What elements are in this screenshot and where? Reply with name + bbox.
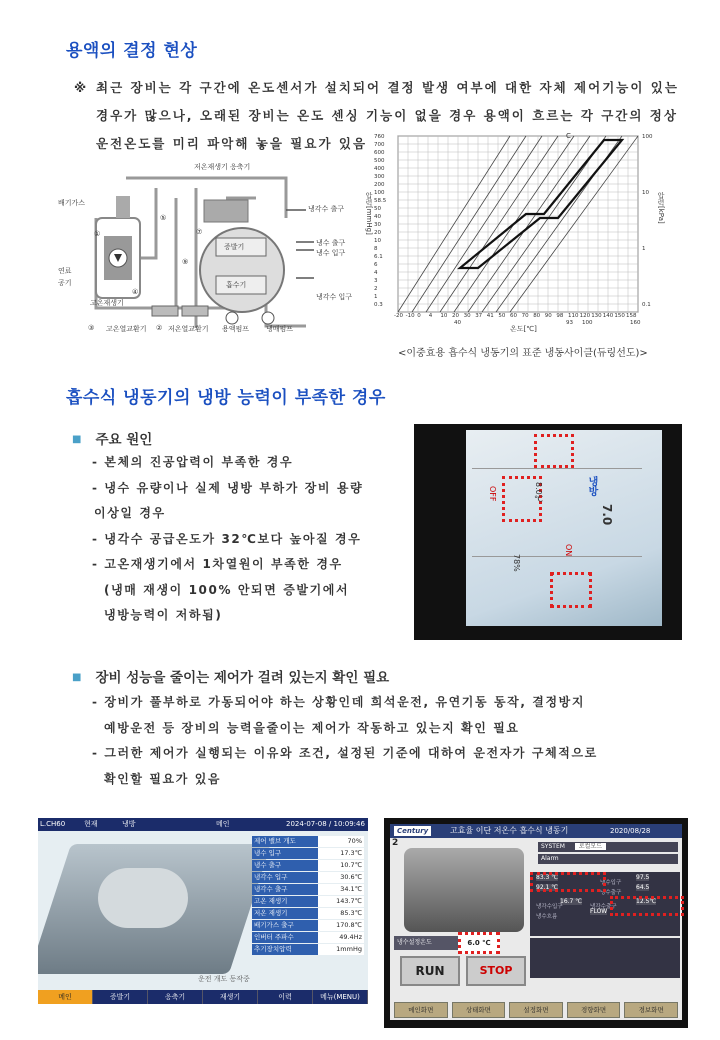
screen1-row-value: 49.4Hz xyxy=(318,932,364,943)
screen1-datetime: 2024-07-08 / 10:09:46 xyxy=(286,820,365,828)
label-condenser: 저온재생기 응축기 xyxy=(194,163,251,171)
screen1-row-value: 10.7℃ xyxy=(318,860,364,871)
screen2-label: 냉각수출구 xyxy=(590,904,617,910)
screen1-row-value: 1mmHg xyxy=(318,944,364,955)
alarm-label: Alarm xyxy=(541,855,559,862)
x-tick: 80 xyxy=(533,313,541,319)
screen1-header xyxy=(38,818,368,831)
setpoint-label: 냉수설정온도 xyxy=(397,939,432,946)
screen1-row-value: 143.7℃ xyxy=(318,896,364,907)
screen1-tab[interactable]: 응축기 xyxy=(148,990,203,1004)
screen1-row-value: 85.3℃ xyxy=(318,908,364,919)
label-absorber: 흡수기 xyxy=(226,281,247,289)
photo-off: OFF xyxy=(488,486,497,502)
screen2-title: 고효율 이단 저온수 흡수식 냉동기 xyxy=(450,826,569,835)
check-1: - 장비가 풀부하로 가동되어야 하는 상황인데 희석운전, 유연기동 동작, 결정방지 xyxy=(92,695,586,709)
x-tick: 60 xyxy=(510,313,517,319)
y-tick: 200 xyxy=(374,182,385,188)
label-ref-pump: 냉매펌프 xyxy=(266,325,294,333)
cause-2b: 이상일 경우 xyxy=(94,506,166,520)
section1-title: 용액의 결정 현상 xyxy=(66,41,198,61)
screen1-row-label: 인버터 주파수 xyxy=(252,932,318,943)
screen1-row xyxy=(252,836,364,847)
chiller-image-2 xyxy=(404,848,524,932)
y-tick: 4 xyxy=(374,270,378,276)
x2-tick: 160 xyxy=(630,320,641,326)
highlight-box-3 xyxy=(550,572,592,608)
cause-list xyxy=(92,450,412,629)
y-tick: 2 xyxy=(374,286,378,292)
screen2-value: 83.3 ℃ xyxy=(536,874,559,881)
x2-tick: 93 xyxy=(566,320,573,326)
y-tick: 300 xyxy=(374,174,385,180)
x2-tick: 100 xyxy=(582,320,593,326)
x-tick: 50 xyxy=(498,313,506,319)
y-tick: 20 xyxy=(374,230,381,236)
x-tick: -20 xyxy=(394,313,403,319)
panel-photo xyxy=(414,424,682,640)
photo-pct: 78% xyxy=(512,554,521,572)
y-tick: 6.1 xyxy=(374,254,383,260)
screen1-row xyxy=(252,884,364,895)
label-cw-in: 냉각수 입구 xyxy=(316,293,353,301)
y-tick: 400 xyxy=(374,166,385,172)
note-line-3: 운전온도를 미리 파악해 놓을 필요가 있음 xyxy=(96,136,368,151)
y-tick: 100 xyxy=(374,190,385,196)
run-button[interactable]: RUN xyxy=(400,956,460,986)
screen1-row xyxy=(252,920,364,931)
y-tick: 30 xyxy=(374,222,381,228)
cause-4: - 고온재생기에서 1차열원이 부족한 경우 xyxy=(92,557,343,571)
x-tick: 158 xyxy=(626,313,637,319)
y-tick: 1 xyxy=(374,294,378,300)
y-tick: 50 xyxy=(374,206,381,212)
screen1-row-value: 30.6℃ xyxy=(318,872,364,883)
label-exhaust: 배기가스 xyxy=(58,199,86,207)
hmi-screen-2 xyxy=(384,818,688,1028)
system-row xyxy=(538,842,678,852)
check-heading xyxy=(72,666,389,686)
cause-4c: 냉방능력이 저하됨) xyxy=(104,608,223,622)
screen1-tab[interactable]: 메인 xyxy=(38,990,93,1004)
label-fuel: 연료 xyxy=(58,267,72,275)
screen1-row-label: 냉수 입구 xyxy=(252,848,318,859)
screen1-row xyxy=(252,872,364,883)
screen1-tab[interactable]: 이력 xyxy=(258,990,313,1004)
x-tick: 0 xyxy=(417,313,421,319)
screen1-row-value: 70% xyxy=(318,836,364,847)
highlight-hot-gen xyxy=(530,872,606,892)
screen2-value: 12.5℃ xyxy=(636,898,657,905)
bullet-icon: ■ xyxy=(72,434,82,445)
check-2b: 확인할 필요가 있음 xyxy=(104,771,222,786)
x-tick: 150 xyxy=(614,313,625,319)
label-n9: ⑨ xyxy=(182,258,189,266)
screen2-value: 97.5 xyxy=(636,874,650,881)
label-n1: ① xyxy=(94,230,101,238)
label-chw-out: 냉수 입구 xyxy=(316,249,346,257)
stop-button[interactable]: STOP xyxy=(466,956,526,986)
cause-3: - 냉각수 공급온도가 32℃보다 높아질 경우 xyxy=(92,531,362,546)
label-n2: ② xyxy=(156,324,163,332)
screen2-value: 16.7 ℃ xyxy=(560,898,583,905)
screen2-datetime: 2020/08/28 xyxy=(610,827,651,835)
hmi-screen-1 xyxy=(38,818,368,1004)
chiller-shell xyxy=(98,868,188,928)
y-tick: 8 xyxy=(374,246,378,252)
chart-caption: <이중효용 흡수식 냉동기의 표준 냉동사이클(듀링선도)> xyxy=(398,348,648,359)
screen1-page: 메인 xyxy=(216,820,230,828)
highlight-box-1 xyxy=(534,434,574,468)
screen1-row-value: 17.3℃ xyxy=(318,848,364,859)
screen2-tab[interactable]: 경보화면 xyxy=(624,1002,678,1018)
photo-setpoint: 7.0 xyxy=(600,504,614,526)
screen1-row-label: 냉각수 출구 xyxy=(252,884,318,895)
screen1-tab[interactable]: 증발기 xyxy=(93,990,148,1004)
chart-c-label: C xyxy=(566,132,571,140)
photo-temp: 8.0℃ xyxy=(534,482,543,504)
x-tick: 37 xyxy=(475,313,483,319)
y-tick: 10 xyxy=(374,238,381,244)
label-n7: ⑦ xyxy=(196,228,203,236)
cause-heading xyxy=(72,428,152,448)
duhring-chart xyxy=(360,132,680,332)
x-tick: 41 xyxy=(486,313,494,319)
brand-logo: Century xyxy=(394,826,431,836)
photo-on: ON xyxy=(564,544,573,557)
y2-tick: 0.1 xyxy=(642,302,651,308)
y2-tick: 100 xyxy=(642,134,653,140)
screen1-id: L.CH60 xyxy=(40,820,66,828)
note-line-2: 경우가 많으나, 오래된 장비는 온도 센싱 기능이 없을 경우 용액이 흐르는 각 구간의 정상 xyxy=(96,108,678,123)
label-n4: ④ xyxy=(132,288,139,296)
label-sol-pump: 용액펌프 xyxy=(222,325,250,333)
screen1-row-label: 냉수 출구 xyxy=(252,860,318,871)
screen2-label: 냉수흐름 xyxy=(536,914,558,920)
y2-tick: 1 xyxy=(642,246,646,252)
check-list xyxy=(92,690,702,792)
screen1-row-value: 170.8℃ xyxy=(318,920,364,931)
x-tick: 70 xyxy=(521,313,529,319)
x-tick: 10 xyxy=(440,313,448,319)
x-tick: 130 xyxy=(591,313,602,319)
x-tick: 120 xyxy=(579,313,591,319)
x-tick: 98 xyxy=(556,313,564,319)
y-tick: 760 xyxy=(374,134,385,140)
x-tick: 4 xyxy=(428,313,433,319)
check-1b: 예방운전 등 장비의 능력을줄이는 제어가 작동하고 있는지 확인 필요 xyxy=(104,720,520,735)
label-n5: ⑤ xyxy=(160,214,167,222)
y-tick: 0.3 xyxy=(374,302,383,308)
screen1-row xyxy=(252,848,364,859)
chart-ylabel: 압력[mmHg] xyxy=(365,192,373,235)
screen1-row xyxy=(252,860,364,871)
cause-4b: (냉매 재생이 100% 안되면 증발기에서 xyxy=(104,582,350,597)
screen1-row xyxy=(252,896,364,907)
note-line-1: 최근 장비는 각 구간에 온도센서가 설치되어 결정 발생 여부에 대한 자체 제어기능이 있는 xyxy=(96,80,679,95)
x-tick: 30 xyxy=(463,313,471,319)
check-title: 장비 성능을 줄이는 제어가 걸려 있는지 확인 필요 xyxy=(95,670,390,686)
section2-title: 흡수식 냉동기의 냉방 능력이 부족한 경우 xyxy=(66,388,386,408)
flow-panel xyxy=(530,938,680,978)
screen2-label: 냉수입구 xyxy=(600,880,622,886)
y2-tick: 10 xyxy=(642,190,649,196)
screen1-now: 현재 xyxy=(84,820,98,828)
screen2-tab[interactable]: 상태화면 xyxy=(452,1002,506,1018)
bullet-icon: ■ xyxy=(72,672,82,683)
photo-mode: 냉방 xyxy=(586,476,597,496)
y-tick: 58.5 xyxy=(374,198,387,204)
check-2: - 그러한 제어가 실행되는 이유와 조건, 설정된 기준에 대하여 운전자가 구체적으로 xyxy=(92,746,598,760)
label-hx-low: 저온열교환기 xyxy=(168,325,209,333)
absorption-cycle-diagram xyxy=(56,158,356,334)
x-tick: 140 xyxy=(602,313,614,319)
screen2-tab[interactable]: 경향화면 xyxy=(567,1002,621,1018)
label-cw-out: 냉각수 출구 xyxy=(308,205,345,213)
screen1-row-label: 제어 밸브 개도 xyxy=(252,836,318,847)
note-mark: ※ xyxy=(74,80,89,95)
chart-ylabel2: 압력[kPa] xyxy=(657,192,665,224)
screen1-row-label: 저온 재생기 xyxy=(252,908,318,919)
screen1-row-label: 고온 재생기 xyxy=(252,896,318,907)
screen1-row xyxy=(252,908,364,919)
label-chw-in: 냉수 출구 xyxy=(316,239,346,247)
system-label: SYSTEM xyxy=(541,843,565,850)
screen1-row-label: 추기장치압력 xyxy=(252,944,318,955)
alarm-row xyxy=(538,854,678,864)
screen1-status: 운전 개도 동작중 xyxy=(198,975,250,983)
x2-tick: 40 xyxy=(454,320,461,326)
screen1-row-label: 냉각수 입구 xyxy=(252,872,318,883)
label-evaporator: 증발기 xyxy=(224,243,245,251)
screen2-value: 64.5 xyxy=(636,884,650,891)
label-hot-gen: 고온재생기 xyxy=(90,299,124,307)
highlight-chw xyxy=(610,896,684,916)
screen1-tab[interactable]: 메뉴(MENU) xyxy=(313,990,368,1004)
screen2-label: 냉각수입구 xyxy=(536,904,563,910)
y-tick: 700 xyxy=(374,142,385,148)
cause-1: - 본체의 진공압력이 부족한 경우 xyxy=(92,455,294,469)
screen2-marker: 2 xyxy=(392,838,399,848)
y-tick: 40 xyxy=(374,214,381,220)
screen1-tab[interactable]: 재생기 xyxy=(203,990,258,1004)
label-hx-high: 고온열교환기 xyxy=(106,325,147,333)
x-tick: 110 xyxy=(568,313,579,319)
label-air: 공기 xyxy=(58,279,72,287)
y-tick: 3 xyxy=(374,278,378,284)
cause-title: 주요 원인 xyxy=(95,432,153,448)
screen2-value: FLOW xyxy=(590,908,608,915)
y-tick: 6 xyxy=(374,262,378,268)
system-value: 로컬모드 xyxy=(575,843,606,850)
chart-xlabel: 온도[℃] xyxy=(510,325,537,332)
screen1-row xyxy=(252,944,364,955)
screen1-row-value: 34.1℃ xyxy=(318,884,364,895)
setpoint-value[interactable]: 6.0 ℃ xyxy=(458,932,500,954)
label-n3: ③ xyxy=(88,324,95,332)
screen2-tab[interactable]: 설정화면 xyxy=(509,1002,563,1018)
y-tick: 600 xyxy=(374,150,385,156)
screen1-row xyxy=(252,932,364,943)
x-tick: -10 xyxy=(405,313,415,319)
screen2-value: 92.1 ℃ xyxy=(536,884,559,891)
screen1-mode: 냉방 xyxy=(122,820,136,828)
y-tick: 500 xyxy=(374,158,385,164)
screen1-row-label: 배기가스 출구 xyxy=(252,920,318,931)
x-tick: 20 xyxy=(452,313,459,319)
screen2-tab[interactable]: 메인화면 xyxy=(394,1002,448,1018)
cause-2: - 냉수 유량이나 실제 냉방 부하가 장비 용량 xyxy=(92,480,364,495)
x-tick: 90 xyxy=(544,313,552,319)
screen2-label: 냉수출구 xyxy=(600,890,622,896)
